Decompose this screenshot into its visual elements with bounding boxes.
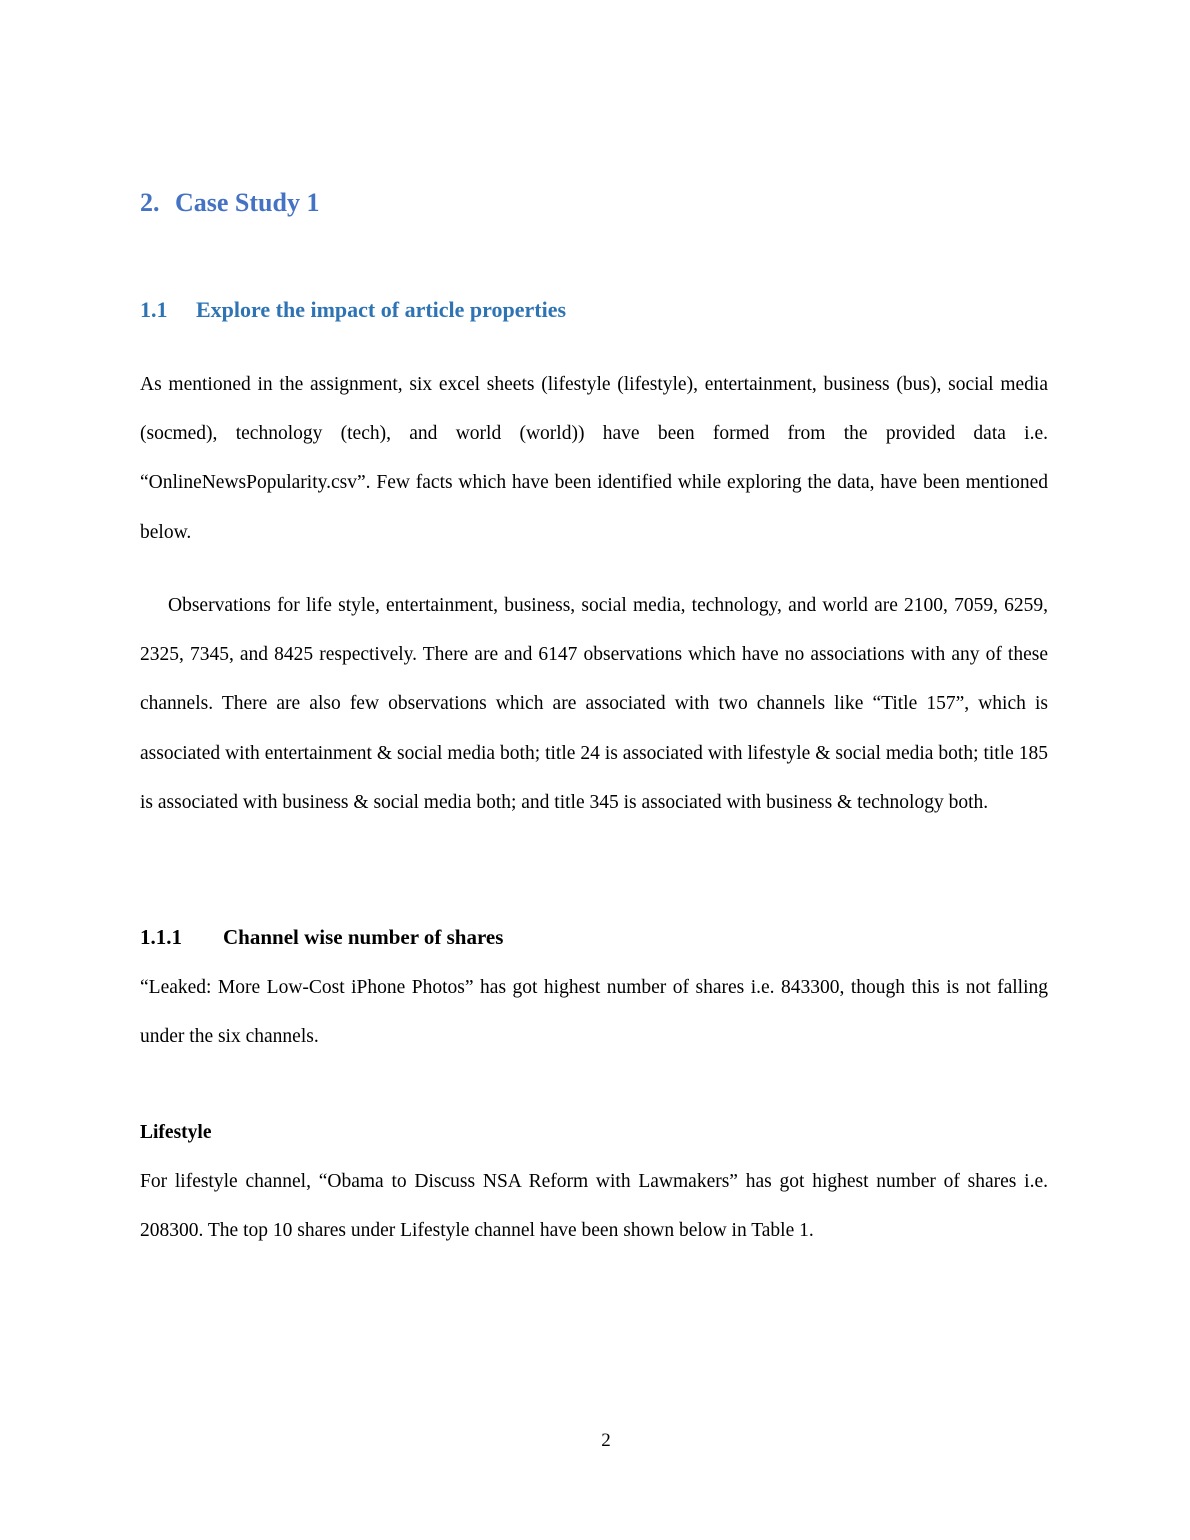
subsection-title: Channel wise number of shares	[223, 925, 504, 949]
lifestyle-heading: Lifestyle	[140, 1122, 212, 1143]
subsection-number: 1.1.1	[140, 925, 182, 949]
chapter-heading	[140, 186, 319, 220]
section-title: Explore the impact of article properties	[196, 297, 567, 322]
shares-paragraph: “Leaked: More Low-Cost iPhone Photos” has got highest number of shares i.e. 843300, though this is not falling under the six channels.	[140, 977, 1048, 1048]
chapter-title: Case Study 1	[175, 188, 320, 217]
page-number: 2	[601, 1430, 611, 1451]
lifestyle-paragraph-block	[140, 1157, 1048, 1255]
lifestyle-paragraph: For lifestyle channel, “Obama to Discuss NSA Reform with Lawmakers” has got highest number of shares i.e. 208300. The top 10 shares under Lifestyle channel have been shown below in Table 1.	[140, 1171, 1048, 1242]
shares-paragraph-block	[140, 963, 1048, 1061]
observations-paragraph-block	[140, 581, 1048, 827]
observations-paragraph: Observations for life style, entertainment, business, social media, technology, and world are 2100, 7059, 6259, 2325, 7345, and 8425 respectively. There are and 6147 observations which have no associations with any of these channels. There are also few observations which are associated with two channels like “Title 157”, which is associated with entertainment & social media both; title 24 is associated with lifestyle & social media both; title 185 is associated with business & social media both; and title 345 is associated with business & technology both.	[140, 595, 1048, 813]
intro-paragraph-block	[140, 360, 1048, 557]
subsection-heading	[140, 923, 503, 952]
intro-paragraph: As mentioned in the assignment, six excel sheets (lifestyle (lifestyle), entertainment, business (bus), social media (socmed), technology (tech), and world (world)) have been formed from the provided data i.e. “OnlineNewsPopularity.csv”. Few facts which have been identified while exploring the data, have been mentioned below.	[140, 374, 1048, 543]
section-number: 1.1	[140, 297, 168, 322]
chapter-number: 2.	[140, 188, 160, 217]
section-heading	[140, 295, 566, 325]
